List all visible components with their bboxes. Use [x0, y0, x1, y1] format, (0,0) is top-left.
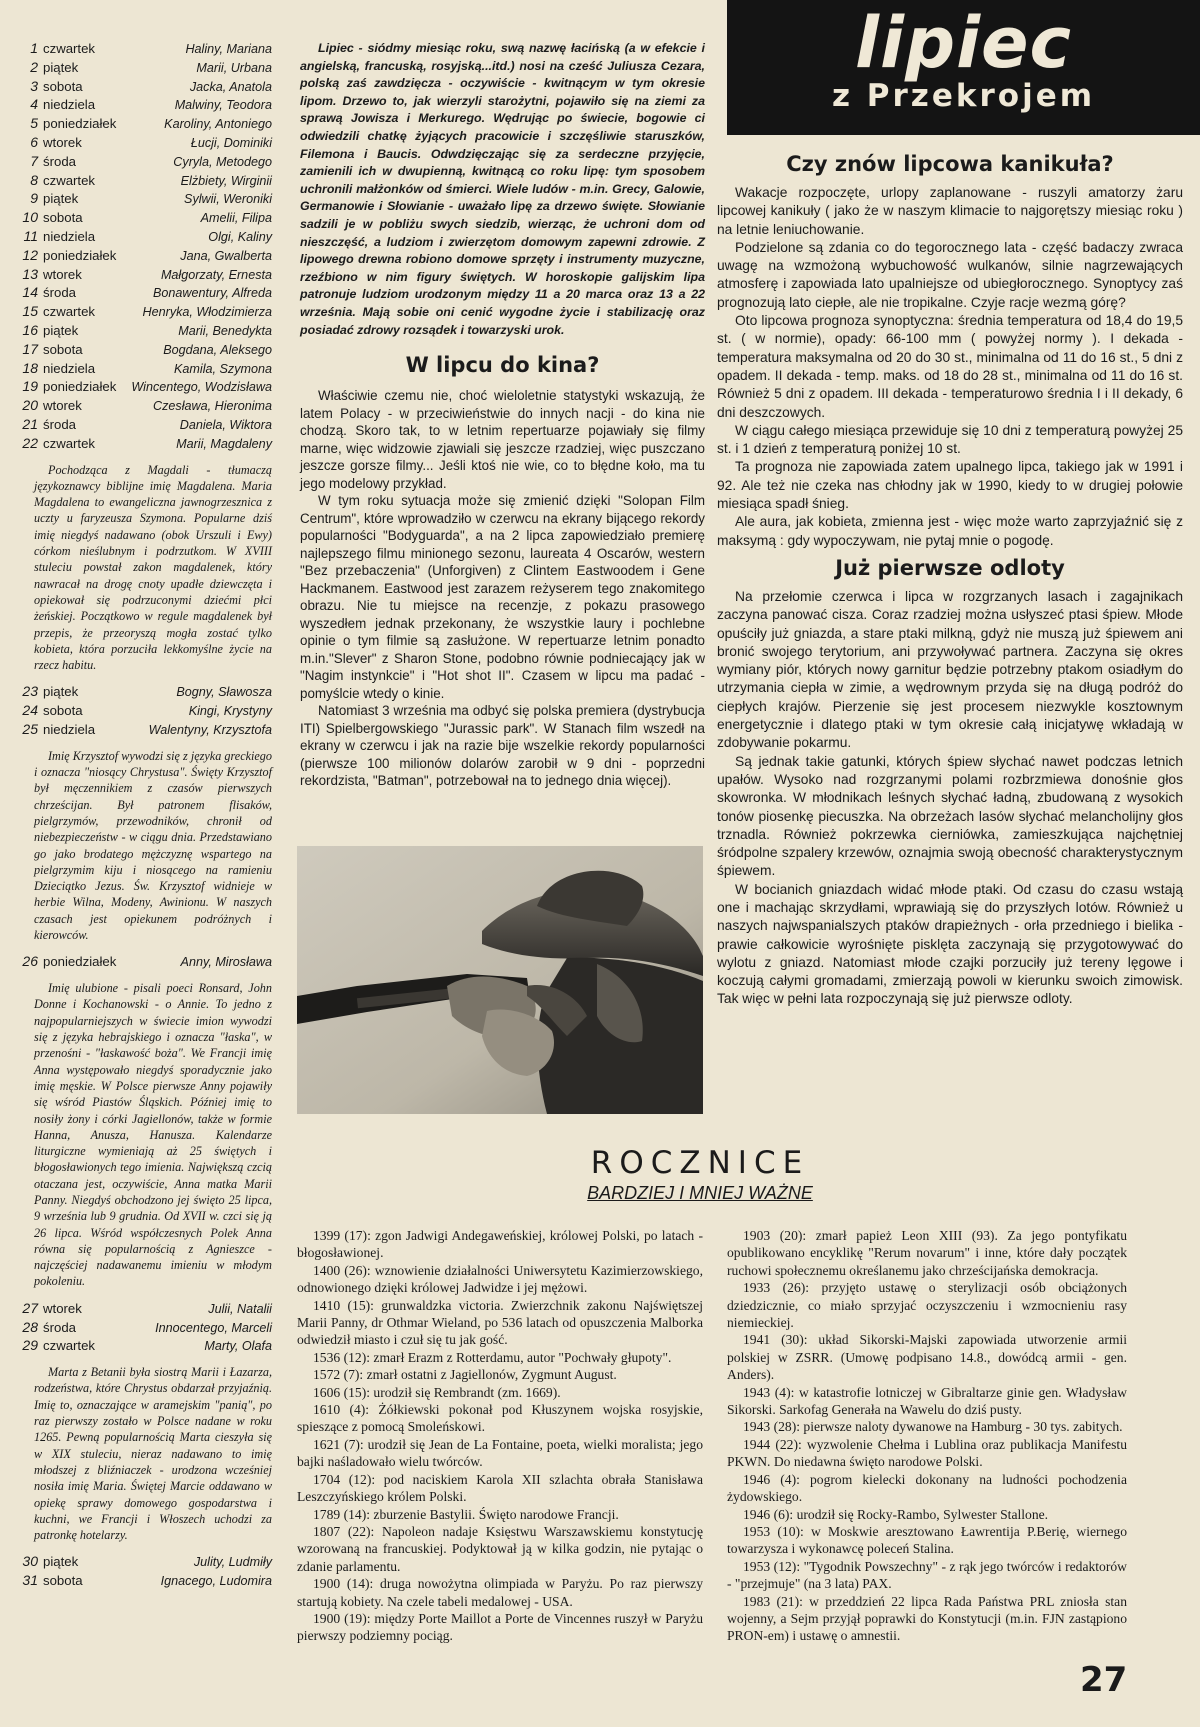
- weekday: piątek: [43, 191, 79, 207]
- masthead-title: lipiec: [854, 2, 1073, 84]
- calendar-day-row: [22, 284, 272, 303]
- weekday: środa: [43, 416, 76, 432]
- weekday: sobota: [43, 341, 83, 357]
- masthead: [727, 0, 1200, 135]
- calendar-day-row: [22, 435, 272, 454]
- day-number: 13: [22, 265, 38, 282]
- kino-article: [300, 387, 705, 790]
- name-day: Daniela, Wiktora: [179, 417, 272, 432]
- weekday: wtorek: [43, 266, 82, 282]
- anniversary-entry: 1704 (12): pod naciskiem Karola XII szlachta obrała Stanisława Leszczyńskiego królem Polski.: [297, 1471, 703, 1505]
- calendar-day-row: [22, 360, 272, 379]
- anniversary-entry: 1953 (12): "Tygodnik Powszechny" - z rąk jego twórców i redaktorów - "przejmuje" (na 3 lata) PAX.: [727, 1558, 1127, 1592]
- name-day: Innocentego, Marceli: [155, 1320, 272, 1335]
- name-day: Marii, Magdaleny: [176, 436, 272, 451]
- cowboy-photo: [297, 846, 703, 1114]
- kino-paragraph: W tym roku sytuacja może się zmienić dzięki "Solopan Film Centrum", które wprowadziło w czerwcu na ekrany bijącego rekordy popularności "Bodyguarda", a na 2 lipca zapowiedziało premierę najlepszego filmu minionego sezonu, laureata 4 Oscarów, western "Bez przebaczenia" (Unforgiven) z Clintem Eastwoodem i Gene Hackmanem. Eastwood jest zarazem reżyserem tego znakomitego obrazu. Nie tu miejsce na recenzje, z pokazu prasowego wyszedłem jednak przekonany, że wszystkie laury i pochlebne opinie o tym filmie są zasłużone. W repertuarze letnim ponadto m.in."Slever" z Sharon Stone, podobno równie podniecający jak w "Nagim instynkcie" i "Hot shot II". Czasem w lipcu ma padać - pomyślcie wtedy o kinie.: [300, 493, 705, 701]
- rocznice-header: [540, 1145, 860, 1204]
- anniversary-entry: 1789 (14): zburzenie Bastylii. Święto narodowe Francji.: [313, 1506, 619, 1522]
- weekday: czwartek: [43, 172, 96, 188]
- day-number: 30: [22, 1553, 38, 1570]
- day-number: 21: [22, 415, 38, 432]
- day-number: 19: [22, 378, 38, 395]
- name-day: Julity, Ludmiły: [193, 1555, 272, 1570]
- calendar-day-row: [22, 683, 272, 702]
- calendar-block-2: [22, 683, 272, 739]
- anniversary-entry: 1903 (20): zmarł papież Leon XIII (93). Za jego pontyfikatu opublikowano encyklikę "Rerum novarum" i inne, które dały początek ruchowi społecznemu określanemu jako chrześcijańska demokracja.: [727, 1228, 1127, 1278]
- calendar-day-row: [22, 78, 272, 97]
- anniversary-entry: 1900 (14): druga nowożytna olimpiada w Paryżu. Po raz pierwszy startują kobiety. Na czele tabeli medalowej - USA.: [297, 1576, 703, 1609]
- odloty-article: [717, 588, 1183, 1009]
- calendar-day-row: [22, 721, 272, 740]
- day-number: 28: [22, 1318, 38, 1335]
- weekday: środa: [43, 153, 76, 169]
- kanikula-paragraph: Podzielone są zdania co do tegorocznego lata - część badaczy zwraca uwagę na wzmożoną wybuchowość wulkanów, silnie nagrzewających atmosferę i zapowiada lato upalniejsze od ubiegłorocznego. Synoptycy zaś prognozują lato ciepłe, ale nie tropikalne. Czyje racje wezmą górę?: [717, 239, 1183, 310]
- day-number: 16: [22, 321, 38, 338]
- calendar-day-row: [22, 702, 272, 721]
- day-number: 9: [30, 190, 38, 207]
- calendar-column: [22, 40, 272, 1591]
- day-number: 18: [22, 359, 38, 376]
- anniversary-entry: 1946 (6): urodził się Rocky-Rambo, Sylwester Stallone.: [743, 1506, 1049, 1522]
- calendar-day-row: [22, 40, 272, 59]
- odloty-paragraph: W bocianich gniazdach widać młode ptaki. Od czasu do czasu wstają one i machając skrzydłami, wprawiają się do przyszłych lotów. Również u naszych najwspanialszych ptaków drapieżnych - orła przedniego i bielika - prawie całkowicie wyrośnięte pisklęta zaczynają się przygotowywać do wylotu z gniazd. Natomiast młode czajki porzuciły już tereny lęgowe i koczują całymi gromadami, zmierzają powoli w kierunku swoich zimowisk. Tak więc w pełni lata rozpoczynają się już pierwsze odloty.: [717, 881, 1183, 1007]
- weekday: sobota: [43, 78, 83, 94]
- calendar-day-row: [22, 397, 272, 416]
- weekday: czwartek: [43, 1338, 96, 1354]
- calendar-day-row: [22, 190, 272, 209]
- day-number: 10: [22, 209, 38, 226]
- anniversary-entry: 1943 (4): w katastrofie lotniczej w Gibraltarze ginie gen. Władysław Sikorski. Sarkofag Generała na Wawelu do dziś pusty.: [727, 1384, 1127, 1418]
- calendar-block-1: [22, 40, 272, 454]
- weekday: niedziela: [43, 360, 96, 376]
- name-day: Cyryla, Metodego: [173, 154, 272, 169]
- anniversary-entry: 1572 (7): zmarł ostatni z Jagiellonów, Zygmunt August.: [313, 1367, 617, 1383]
- weekday: sobota: [43, 1573, 83, 1589]
- weekday: niedziela: [43, 721, 96, 737]
- calendar-day-row: [22, 322, 272, 341]
- calendar-day-row: [22, 953, 272, 972]
- day-number: 20: [22, 397, 38, 414]
- name-day: Jacka, Anatola: [189, 79, 272, 94]
- note-marta: Marta z Betanii była siostrą Marii i Łazarza, rodzeństwa, które Chrystus obdarzał przyjaźnią. Imię to, oznaczające w aramejskim "panią", po raz pierwszy zostało w Polsce nadane w roku 1265. Pewną popularnością Marta cieszyła się w XIX stuleciu, nieraz nadawano to imię młodszej z bliźniaczek - urodzona wcześniej nosiła imię Maria. Świętej Marcie oddawano w opiekę sprawy domowego gospodarstwa i kuchni, we Francji i Włoszech uchodzi za patronkę hotelarzy.: [34, 1365, 272, 1543]
- kino-heading: W lipcu do kina?: [405, 353, 600, 378]
- name-day: Olgi, Kaliny: [208, 229, 272, 244]
- anniversary-entry: 1399 (17): zgon Jadwigi Andegaweńskiej, królowej Polski, po latach - błogosławionej.: [297, 1228, 703, 1261]
- name-day: Anny, Mirosława: [180, 955, 272, 970]
- anniversary-entry: 1933 (26): przyjęto ustawę o sterylizacji osób obciążonych dziedzicznie, co miało sprzyjać oczyszczeniu i wzmocnieniu rasy niemieckiej.: [727, 1280, 1127, 1331]
- calendar-day-row: [22, 1337, 272, 1356]
- name-day: Bonawentury, Alfreda: [152, 286, 272, 301]
- kanikula-article: [717, 184, 1183, 550]
- name-day: Julii, Natalii: [208, 1301, 272, 1316]
- day-number: 3: [30, 77, 38, 94]
- weekday: niedziela: [43, 228, 96, 244]
- right-column: [717, 146, 1183, 1009]
- masthead-subtitle: z Przekrojem: [831, 78, 1096, 114]
- name-day: Bogny, Sławosza: [176, 685, 272, 700]
- day-number: 24: [22, 702, 38, 719]
- day-number: 22: [22, 434, 38, 451]
- rocznice-subtitle: BARDZIEJ I MNIEJ WAŻNE: [587, 1183, 813, 1203]
- lipiec-intro: Lipiec - siódmy miesiąc roku, swą nazwę łacińską (a w efekcie i angielską, francuską, rosyjską...itd.) nosi na cześć Juliusza Cezara, polską zaś zawdzięcza - oczywiście - kwitnącym w tym okresie lipom. Drzewo to, jak wierzyli starożytni, pojawiło się na ziemi za sprawą Jowisza i Merkurego. Wędrując po świecie, bogowie ci odwiedzili chatkę żyjących pracowicie i szczęśliwie staruszków, Filemona i Baucis. Odwdzięczając się za serdeczne przyjęcie, zamienili ich w dwupienną, kwitnącą co roku lipę: tym sposobem uchronili małżonków od śmierci. Wiele ludów - m.in. Grecy, Galowie, Germanowie i Słowianie - uważało lipę za drzewo święte. Słowianie sadzili je w pobliżu swych siedzib, wierząc, że uchroni dom od nieszczęść, a ludziom i zwierzętom domowym zapewni zdrowie. Z lipowego drewna robiono domowe sprzęty i instrumenty muzyczne, rzeźbiono w nim figury świętych. W horoskopie galijskim lipa patronuje ludziom urodzonym między 11 a 20 marca oraz 13 a 22 września. Mają sobie oni cenić wygodne życie i stabilizację oraz posiadać zdrowy rozsądek i towarzyski urok.: [300, 41, 705, 337]
- calendar-day-row: [22, 209, 272, 228]
- day-number: 8: [30, 171, 38, 188]
- anniversary-entry: 1900 (19): między Porte Maillot a Porte de Vincennes ruszył w Paryżu pierwszy podziemny pociąg.: [297, 1610, 703, 1644]
- anniversary-entry: 1410 (15): grunwaldzka victoria. Zwierzchnik zakonu Najświętszej Marii Panny, dr Othmar Wieland, po 536 latach od opuszczenia Malborka odwiedził miasto i czuł się tu jak gość.: [297, 1297, 703, 1348]
- calendar-day-row: [22, 266, 272, 285]
- calendar-block-3: [22, 953, 272, 972]
- anniversary-entry: 1610 (4): Żółkiewski pokonał pod Kłuszynem wojska rosyjskie, spieszące z pomocą Smoleńskowi.: [297, 1402, 703, 1435]
- calendar-block-4: [22, 1300, 272, 1356]
- anniversary-entry: 1944 (22): wyzwolenie Chełma i Lublina oraz publikacja Manifestu PKWN. Do niedawna święto narodowe Polski.: [727, 1436, 1127, 1470]
- anniversary-entry: 1941 (30): układ Sikorski-Majski zapowiada utworzenie armii polskiej w ZSRR. (Umowę podpisano 14.8., dowódcą armii - gen. Anders).: [727, 1332, 1127, 1383]
- page-number: 27: [1080, 1660, 1128, 1700]
- day-number: 31: [22, 1572, 38, 1589]
- rocznice-column-2: [727, 1227, 1127, 1645]
- calendar-day-row: [22, 115, 272, 134]
- day-number: 27: [22, 1299, 38, 1316]
- anniversary-entry: 1953 (10): w Moskwie aresztowano Ławrentija P.Berię, wiernego towarzysza i wykonawcę poleceń Stalina.: [727, 1523, 1127, 1557]
- anniversary-entry: 1983 (21): w przeddzień 22 lipca Rada Państwa PRL zniosła stan wojenny, a Sejm przyjął poprawki do Konstytucji (m.in. FJN zastąpiono PRON-em) i ustawę o amnestii.: [727, 1593, 1127, 1644]
- note-magdalena: Pochodząca z Magdali - tłumaczą językoznawcy biblijne imię Magdalena. Maria Magdalena to ewangeliczna jawnogrzesznica z uczty u faryzeusza Szymona. Popularne dziś imię niegdyś nadawano (obok Urszuli i Ewy) córkom nieślubnym i podrzutkom. W XVIII stuleciu powstał zakon magdalenek, który nawracał na drogę cnoty upadłe dziewczęta i opiekował się podrzuconymi dziećmi płci żeńskiej. Początkowo w regule magdalenek był przepis, że przeoryszą mogła zostać tylko kobieta, która porzuciła lekkomyślne życie na rzecz habitu.: [34, 462, 272, 673]
- name-day: Karoliny, Antoniego: [164, 117, 272, 132]
- name-day: Czesława, Hieronima: [153, 399, 272, 414]
- odloty-paragraph: Są jednak takie gatunki, których śpiew słychać nawet podczas letnich upałów. Wysoko nad rozgrzanymi polami rozbrzmiewa donośnie głos skowronka. W młodnikach leśnych słychać ładną, zbudowaną z wysokich tonów piosenkę piecuszka. Na obrzeżach lasów słychać melancholijny głos trznadla. Również pokrzewka cierniówka, zamieszkująca najchętniej śródpolne szpalery krzewów, oznajmia swoją obecność charakterystycznym śpiewem.: [717, 753, 1183, 879]
- calendar-day-row: [22, 59, 272, 78]
- name-day: Kingi, Krystyny: [188, 704, 272, 719]
- weekday: niedziela: [43, 97, 96, 113]
- calendar-day-row: [22, 303, 272, 322]
- name-day: Kamila, Szymona: [174, 361, 272, 376]
- kanikula-paragraph: W ciągu całego miesiąca przewiduje się 10 dni z temperaturą powyżej 25 st. i 1 dzień z temperaturą poniżej 10 st.: [717, 422, 1183, 457]
- name-day: Jana, Gwalberta: [180, 248, 272, 263]
- anniversary-entry: 1943 (28): pierwsze naloty dywanowe na Hamburg - 30 tys. zabitych.: [743, 1419, 1123, 1435]
- calendar-day-row: [22, 341, 272, 360]
- name-day: Elżbiety, Wirginii: [180, 173, 272, 188]
- name-day: Walentyny, Krzysztofa: [148, 722, 272, 737]
- anniversary-entry: 1621 (7): urodził się Jean de La Fontaine, poeta, wielki moralista; jego bajki naśladowało wielu twórców.: [297, 1436, 703, 1470]
- note-krzysztof: Imię Krzysztof wywodzi się z języka greckiego i oznacza "niosący Chrystusa". Święty Krzysztof był męczennikiem z czasów pierwszych chrześcijan. Był patronem flisaków, pielgrzymów, przewodników, chronił od niebezpieczeństw - w ciągu dnia. Przedstawiano go jako brodatego mężczyznę wspartego na pielgrzymim kiju i niosącego na ramieniu Dzieciątko Jezus. Św. Krzysztof widnieje w herbie Wilna, Modeny, Awinionu. W naszych czasach jest opiekunem podróżnych i kierowców.: [34, 748, 272, 943]
- weekday: środa: [43, 1319, 76, 1335]
- calendar-day-row: [22, 1319, 272, 1338]
- calendar-day-row: [22, 1572, 272, 1591]
- kanikula-heading: Czy znów lipcowa kanikuła?: [786, 152, 1114, 176]
- odloty-heading: Już pierwsze odloty: [835, 555, 1065, 580]
- center-column: [300, 40, 705, 790]
- weekday: sobota: [43, 703, 83, 719]
- weekday: piątek: [43, 322, 79, 338]
- day-number: 4: [30, 96, 38, 113]
- name-day: Marty, Olafa: [204, 1339, 272, 1354]
- weekday: czwartek: [43, 435, 96, 451]
- weekday: poniedziałek: [43, 116, 117, 132]
- kanikula-paragraph: Wakacje rozpoczęte, urlopy zaplanowane - ruszyli amatorzy żaru lipcowej kanikuły ( jako że w naszym klimacie to najgorętszy miesiąc roku ) na letnie leniuchowanie.: [717, 185, 1183, 237]
- note-anna: Imię ulubione - pisali poeci Ronsard, John Donne i Kochanowski - o Annie. To jedno z najpopularniejszych w świecie imion wywodzi się z języka hebrajskiego i oznacza "łaska", w przenośni - "łaskawość boża". We Francji imię Anna występowało niegdyś sporadycznie jako imię męskie. W Polsce pierwsze Anny pojawiły się wśród Piastów Śląskich. Później imię to nosiły żony i córki Jagiellonów, także w formie Hanna, Anusza, Hanusza. Kalendarze liturgiczne wymieniają aż 25 świętych i błogosławionych tego imienia. Największą czcią otaczana jest, oczywiście, Anna matka Marii Panny. Niegdyś obchodzono jej święto 25 lipca, 9 września lub 9 grudnia. Od XVII w. czci się ją 26 lipca. Wśród współczesnych Polek Anna równa się popularnością z Agnieszce - najczęściej nadawanemu imieniu w młodym pokoleniu.: [34, 981, 272, 1289]
- name-day: Ignacego, Ludomira: [160, 1574, 272, 1589]
- weekday: wtorek: [43, 1300, 82, 1316]
- kanikula-paragraph: Ta prognoza nie zapowiada zatem upalnego lipca, takiego jak w 1991 i 92. Ale też nie czeka nas chłodny jak w 1990, kiedy to w drugiej połowie miesiąca spadł śnieg.: [717, 459, 1183, 512]
- weekday: poniedziałek: [43, 954, 117, 970]
- calendar-day-row: [22, 228, 272, 247]
- calendar-day-row: [22, 153, 272, 172]
- calendar-block-5: [22, 1553, 272, 1591]
- weekday: sobota: [43, 210, 83, 226]
- calendar-day-row: [22, 1300, 272, 1319]
- kanikula-paragraph: Ale aura, jak kobieta, zmienna jest - więc może warto zaprzyjaźnić się z maksymą : gdy wypoczywam, nie pytaj mnie o pogodę.: [717, 514, 1183, 548]
- weekday: czwartek: [43, 304, 96, 320]
- name-day: Wincentego, Wodzisława: [131, 380, 272, 395]
- day-number: 25: [22, 720, 38, 737]
- anniversary-entry: 1606 (15): urodził się Rembrandt (zm. 1669).: [313, 1384, 561, 1400]
- calendar-day-row: [22, 247, 272, 266]
- weekday: piątek: [43, 59, 79, 75]
- calendar-day-row: [22, 378, 272, 397]
- calendar-day-row: [22, 416, 272, 435]
- day-number: 23: [22, 683, 38, 700]
- name-day: Bogdana, Aleksego: [163, 342, 272, 357]
- name-day: Marii, Urbana: [196, 60, 272, 75]
- calendar-day-row: [22, 172, 272, 191]
- day-number: 2: [30, 58, 38, 75]
- day-number: 11: [23, 227, 38, 244]
- name-day: Sylwii, Weroniki: [184, 192, 272, 207]
- day-number: 5: [30, 115, 38, 132]
- calendar-day-row: [22, 96, 272, 115]
- name-day: Łucji, Dominiki: [190, 135, 272, 150]
- name-day: Amelii, Filipa: [200, 211, 272, 226]
- odloty-paragraph: Na przełomie czerwca i lipca w rozgrzanych lasach i zagajnikach zaczyna panować cisza. Coraz rzadziej można usłyszeć ptasi śpiew. Młode opuściły już gniazda, a stare ptaki milkną, gdyż nie muszą już śpiewem ani bronić swojego terytorium, ani przywoływać partnera. Zaczyna się okres wymiany piór, których nowy garnitur będzie potrzebny ptakom osiadłym do utrzymania ciepła w zimie, a wędrownym przyda się na długą podróż do ciepłych krajów. Pierzenie się jest procesem niezwykle kosztownym energetycznie i dlatego ptaki w tym okresie całą inicjatywę wkładają w zdobywanie pokarmu.: [717, 588, 1183, 751]
- weekday: piątek: [43, 684, 79, 700]
- kino-paragraph: Właściwie czemu nie, choć wieloletnie statystyki wskazują, że latem Polacy - w przeciwieństwie do innych nacji - do kina nie chodzą. Skoro tak, to w letnim repertuarze pojawiały się filmy marne, więc widzowie zjawiali się jeszcze rzadziej, więc puszczano jeszcze gorsze filmy... Jeśli ktoś nie wie, co to błędne koło, ma tu jego modelowy przykład.: [300, 388, 705, 491]
- day-number: 29: [22, 1337, 38, 1354]
- day-number: 15: [22, 303, 38, 320]
- weekday: środa: [43, 285, 76, 301]
- day-number: 1: [30, 40, 38, 56]
- name-day: Haliny, Mariana: [185, 42, 272, 56]
- anniversary-entry: 1400 (26): wznowienie działalności Uniwersytetu Kazimierzowskiego, odnowionego dzięki królowej Jadwidze i jej mężowi.: [297, 1262, 703, 1296]
- day-number: 14: [22, 284, 38, 301]
- name-day: Malwiny, Teodora: [174, 98, 272, 113]
- day-number: 6: [30, 133, 38, 150]
- calendar-day-row: [22, 1553, 272, 1572]
- name-day: Małgorzaty, Ernesta: [160, 267, 272, 282]
- day-number: 17: [22, 340, 38, 357]
- kanikula-paragraph: Oto lipcowa prognoza synoptyczna: średnia temperatura od 18,4 do 19,5 st. ( w normie), opady: 66-100 mm ( powyżej normy ). I dekada - temperatura maksymalna od 20 do 30 st., minimalna od 11 do 16 st., 5 dni z opadem. II dekada - temp. maks. od 18 do 28 st., minimalna od 11 do 16 st. Również 5 dni z opadem. III dekada - temperaturowo średnia I i II dekady, 6 dni deszczowych.: [717, 313, 1183, 420]
- name-day: Henryka, Włodzimierza: [142, 305, 272, 320]
- weekday: wtorek: [43, 134, 82, 150]
- rocznice-column-1: [297, 1227, 703, 1645]
- name-day: Marii, Benedykta: [178, 323, 272, 338]
- weekday: czwartek: [43, 41, 96, 56]
- day-number: 7: [30, 152, 38, 169]
- weekday: wtorek: [43, 398, 82, 414]
- day-number: 12: [22, 246, 38, 263]
- weekday: poniedziałek: [43, 247, 117, 263]
- day-number: 26: [22, 953, 38, 970]
- anniversary-entry: 1946 (4): pogrom kielecki dokonany na ludności pochodzenia żydowskiego.: [727, 1471, 1127, 1505]
- rocznice-title: ROCZNICE: [590, 1145, 810, 1181]
- weekday: poniedziałek: [43, 379, 117, 395]
- calendar-day-row: [22, 134, 272, 153]
- cowboy-photo-illustration: [297, 846, 703, 1114]
- anniversary-entry: 1807 (22): Napoleon nadaje Księstwu Warszawskiemu konstytucję wzorowaną na francuskiej. Podyktował ją w kilka godzin, nie pytając o zdanie parlamentu.: [297, 1523, 703, 1574]
- anniversary-entry: 1536 (12): zmarł Erazm z Rotterdamu, autor "Pochwały głupoty".: [313, 1349, 672, 1365]
- kino-paragraph: Natomiast 3 września ma odbyć się polska premiera (dystrybucja ITI) Spielbergowskiego "Jurassic park". W Stanach film wszedł na ekrany w czerwcu i jak na razie bije wszelkie rekordy popularności (pierwsze 100 milionów dolarów zarobił w 9 dni - poprzedni rekordzista, "Batman", potrzebował na to jednego dnia więcej).: [300, 703, 705, 789]
- weekday: piątek: [43, 1554, 79, 1570]
